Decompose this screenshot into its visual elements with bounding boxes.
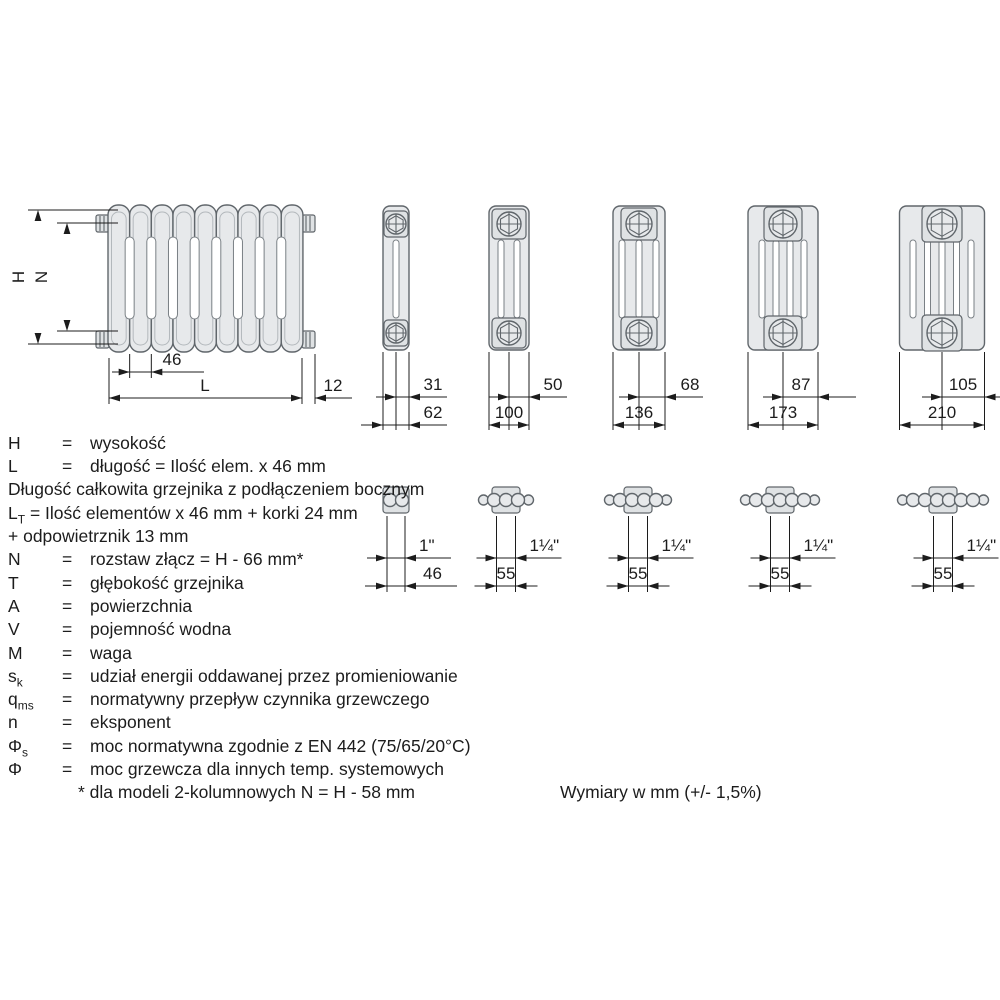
dim-label-thread: 1" bbox=[419, 536, 435, 555]
legend-equals: = bbox=[62, 759, 73, 779]
legend-description: głębokość grzejnika bbox=[90, 573, 244, 593]
dim-label-spacing: 55 bbox=[628, 564, 648, 583]
dim-label-column-depth: 50 bbox=[543, 375, 563, 394]
legend-equals: = bbox=[62, 433, 73, 453]
connection-nipple bbox=[955, 494, 968, 507]
section-slot bbox=[968, 240, 974, 318]
connection-nipple bbox=[638, 494, 651, 507]
side-view-6-col bbox=[900, 206, 1000, 430]
legend-symbol: s bbox=[8, 666, 17, 686]
legend-symbol: N bbox=[8, 549, 21, 569]
legend-row bbox=[78, 782, 415, 803]
legend-symbol: L bbox=[8, 456, 18, 476]
connection-view-6-col bbox=[898, 487, 999, 592]
legend-row bbox=[8, 549, 303, 570]
legend-description: wysokość bbox=[90, 433, 166, 453]
legend-equals: = bbox=[62, 573, 73, 593]
legend-equals: = bbox=[62, 736, 73, 756]
section-slot bbox=[801, 240, 807, 318]
dim-label-spacing: 46 bbox=[423, 564, 442, 583]
legend-description: normatywny przepływ czynnika grzewczego bbox=[90, 689, 430, 709]
connection-nipple bbox=[931, 494, 944, 507]
legend-equals: = bbox=[62, 643, 73, 663]
legend-description: rozstaw złącz = H - 66 mm* bbox=[90, 549, 304, 569]
legend-description: pojemność wodna bbox=[90, 619, 232, 639]
section-slot bbox=[759, 240, 765, 318]
legend-row bbox=[8, 456, 326, 477]
legend-symbol: M bbox=[8, 643, 23, 663]
dim-label-thread: 1¼" bbox=[966, 536, 997, 555]
connection-nipple bbox=[650, 494, 663, 507]
connection-nipple bbox=[919, 494, 932, 507]
legend-symbol: q bbox=[8, 689, 18, 709]
legend-text: Długość całkowita grzejnika z podłączeniem bocznym bbox=[8, 479, 425, 499]
dim-label-46: 46 bbox=[162, 350, 182, 369]
dimensions-note: Wymiary w mm (+/- 1,5%) bbox=[560, 782, 762, 802]
legend-row bbox=[8, 759, 444, 780]
dim-label-column-depth: 31 bbox=[423, 375, 443, 394]
legend-symbol: H bbox=[8, 433, 21, 453]
legend-row bbox=[8, 712, 171, 733]
connection-nipple bbox=[798, 494, 811, 507]
dim-label-spacing: 55 bbox=[933, 564, 953, 583]
legend-equals: = bbox=[62, 596, 73, 616]
legend-row bbox=[8, 573, 244, 594]
legend-symbol: T bbox=[8, 573, 19, 593]
dim-label-spacing: 55 bbox=[496, 564, 516, 583]
legend-symbol-sub: T bbox=[17, 512, 26, 527]
legend-equals: = bbox=[62, 456, 73, 476]
legend-symbol: Φ bbox=[8, 736, 22, 756]
section-slot bbox=[773, 240, 779, 318]
dim-label-thread: 1¼" bbox=[803, 536, 834, 555]
legend-row bbox=[8, 433, 166, 454]
dim-label-thread: 1¼" bbox=[529, 536, 560, 555]
dim-label-H: H bbox=[9, 270, 28, 284]
legend-row bbox=[8, 526, 188, 547]
legend-symbol: A bbox=[8, 596, 20, 616]
connection-nipple bbox=[750, 494, 763, 507]
legend-description: waga bbox=[90, 643, 132, 663]
section-slot bbox=[619, 240, 625, 318]
dim-label-L: L bbox=[200, 376, 210, 395]
dim-label-column-depth: 68 bbox=[680, 375, 700, 394]
side-view-5-col bbox=[748, 206, 856, 430]
legend-description: eksponent bbox=[90, 712, 171, 732]
dim-label-total-depth: 62 bbox=[423, 403, 443, 422]
legend-row bbox=[8, 479, 424, 500]
dim-label-N: N bbox=[32, 270, 51, 284]
legend-symbol-sub: s bbox=[21, 745, 28, 760]
connection-view-5-col bbox=[741, 487, 836, 592]
legend-description: udział energii oddawanej przez promieniowanie bbox=[90, 666, 458, 686]
legend-text: * dla modeli 2-kolumnowych N = H - 58 mm bbox=[78, 782, 415, 802]
dim-label-total-depth: 136 bbox=[624, 403, 654, 422]
legend-description: moc grzewcza dla innych temp. systemowych bbox=[90, 759, 445, 779]
side-view-4-col bbox=[613, 206, 703, 430]
legend-description: długość = Ilość elem. x 46 mm bbox=[90, 456, 326, 476]
section-slot bbox=[787, 240, 793, 318]
legend-symbol: L bbox=[8, 503, 18, 523]
connection-nipple bbox=[774, 494, 787, 507]
section-slot bbox=[636, 240, 642, 318]
legend-row bbox=[8, 643, 132, 664]
legend-row bbox=[8, 619, 231, 640]
legend-equals: = bbox=[62, 689, 73, 709]
legend-symbol: V bbox=[8, 619, 20, 639]
section-slot bbox=[925, 240, 931, 318]
legend-equals: = bbox=[62, 712, 73, 732]
section-slot bbox=[939, 240, 945, 318]
connection-nipple bbox=[762, 494, 775, 507]
dim-label-spacing: 55 bbox=[770, 564, 790, 583]
dim-label-column-depth: 105 bbox=[948, 375, 978, 394]
legend-equals: = bbox=[62, 549, 73, 569]
connection-nipple bbox=[614, 494, 627, 507]
section-slot bbox=[653, 240, 659, 318]
dim-label-thread: 1¼" bbox=[661, 536, 692, 555]
legend-description: = Ilość elementów x 46 mm + korki 24 mm bbox=[25, 503, 358, 523]
legend-row bbox=[8, 596, 192, 617]
connection-view-4-col bbox=[605, 487, 694, 592]
legend-text: + odpowietrznik 13 mm bbox=[8, 526, 189, 546]
legend-symbol: n bbox=[8, 712, 18, 732]
section-slot bbox=[910, 240, 916, 318]
dim-label-12: 12 bbox=[323, 376, 343, 395]
legend-equals: = bbox=[62, 666, 73, 686]
dim-label-total-depth: 173 bbox=[768, 403, 798, 422]
dim-label-total-depth: 210 bbox=[927, 403, 957, 422]
connection-nipple bbox=[943, 494, 956, 507]
connection-nipple bbox=[967, 494, 980, 507]
connection-nipple bbox=[786, 494, 799, 507]
legend-symbol-sub: ms bbox=[17, 698, 34, 713]
connection-nipple bbox=[907, 494, 920, 507]
connection-nipple bbox=[626, 494, 639, 507]
legend-equals: = bbox=[62, 619, 73, 639]
legend-symbol: Φ bbox=[8, 759, 22, 779]
legend-description: powierzchnia bbox=[90, 596, 193, 616]
section-slot bbox=[954, 240, 960, 318]
dim-label-column-depth: 87 bbox=[791, 375, 811, 394]
legend-symbol-sub: k bbox=[16, 675, 23, 690]
dim-label-total-depth: 100 bbox=[494, 403, 524, 422]
legend-description: moc normatywna zgodnie z EN 442 (75/65/20°C) bbox=[90, 736, 471, 756]
